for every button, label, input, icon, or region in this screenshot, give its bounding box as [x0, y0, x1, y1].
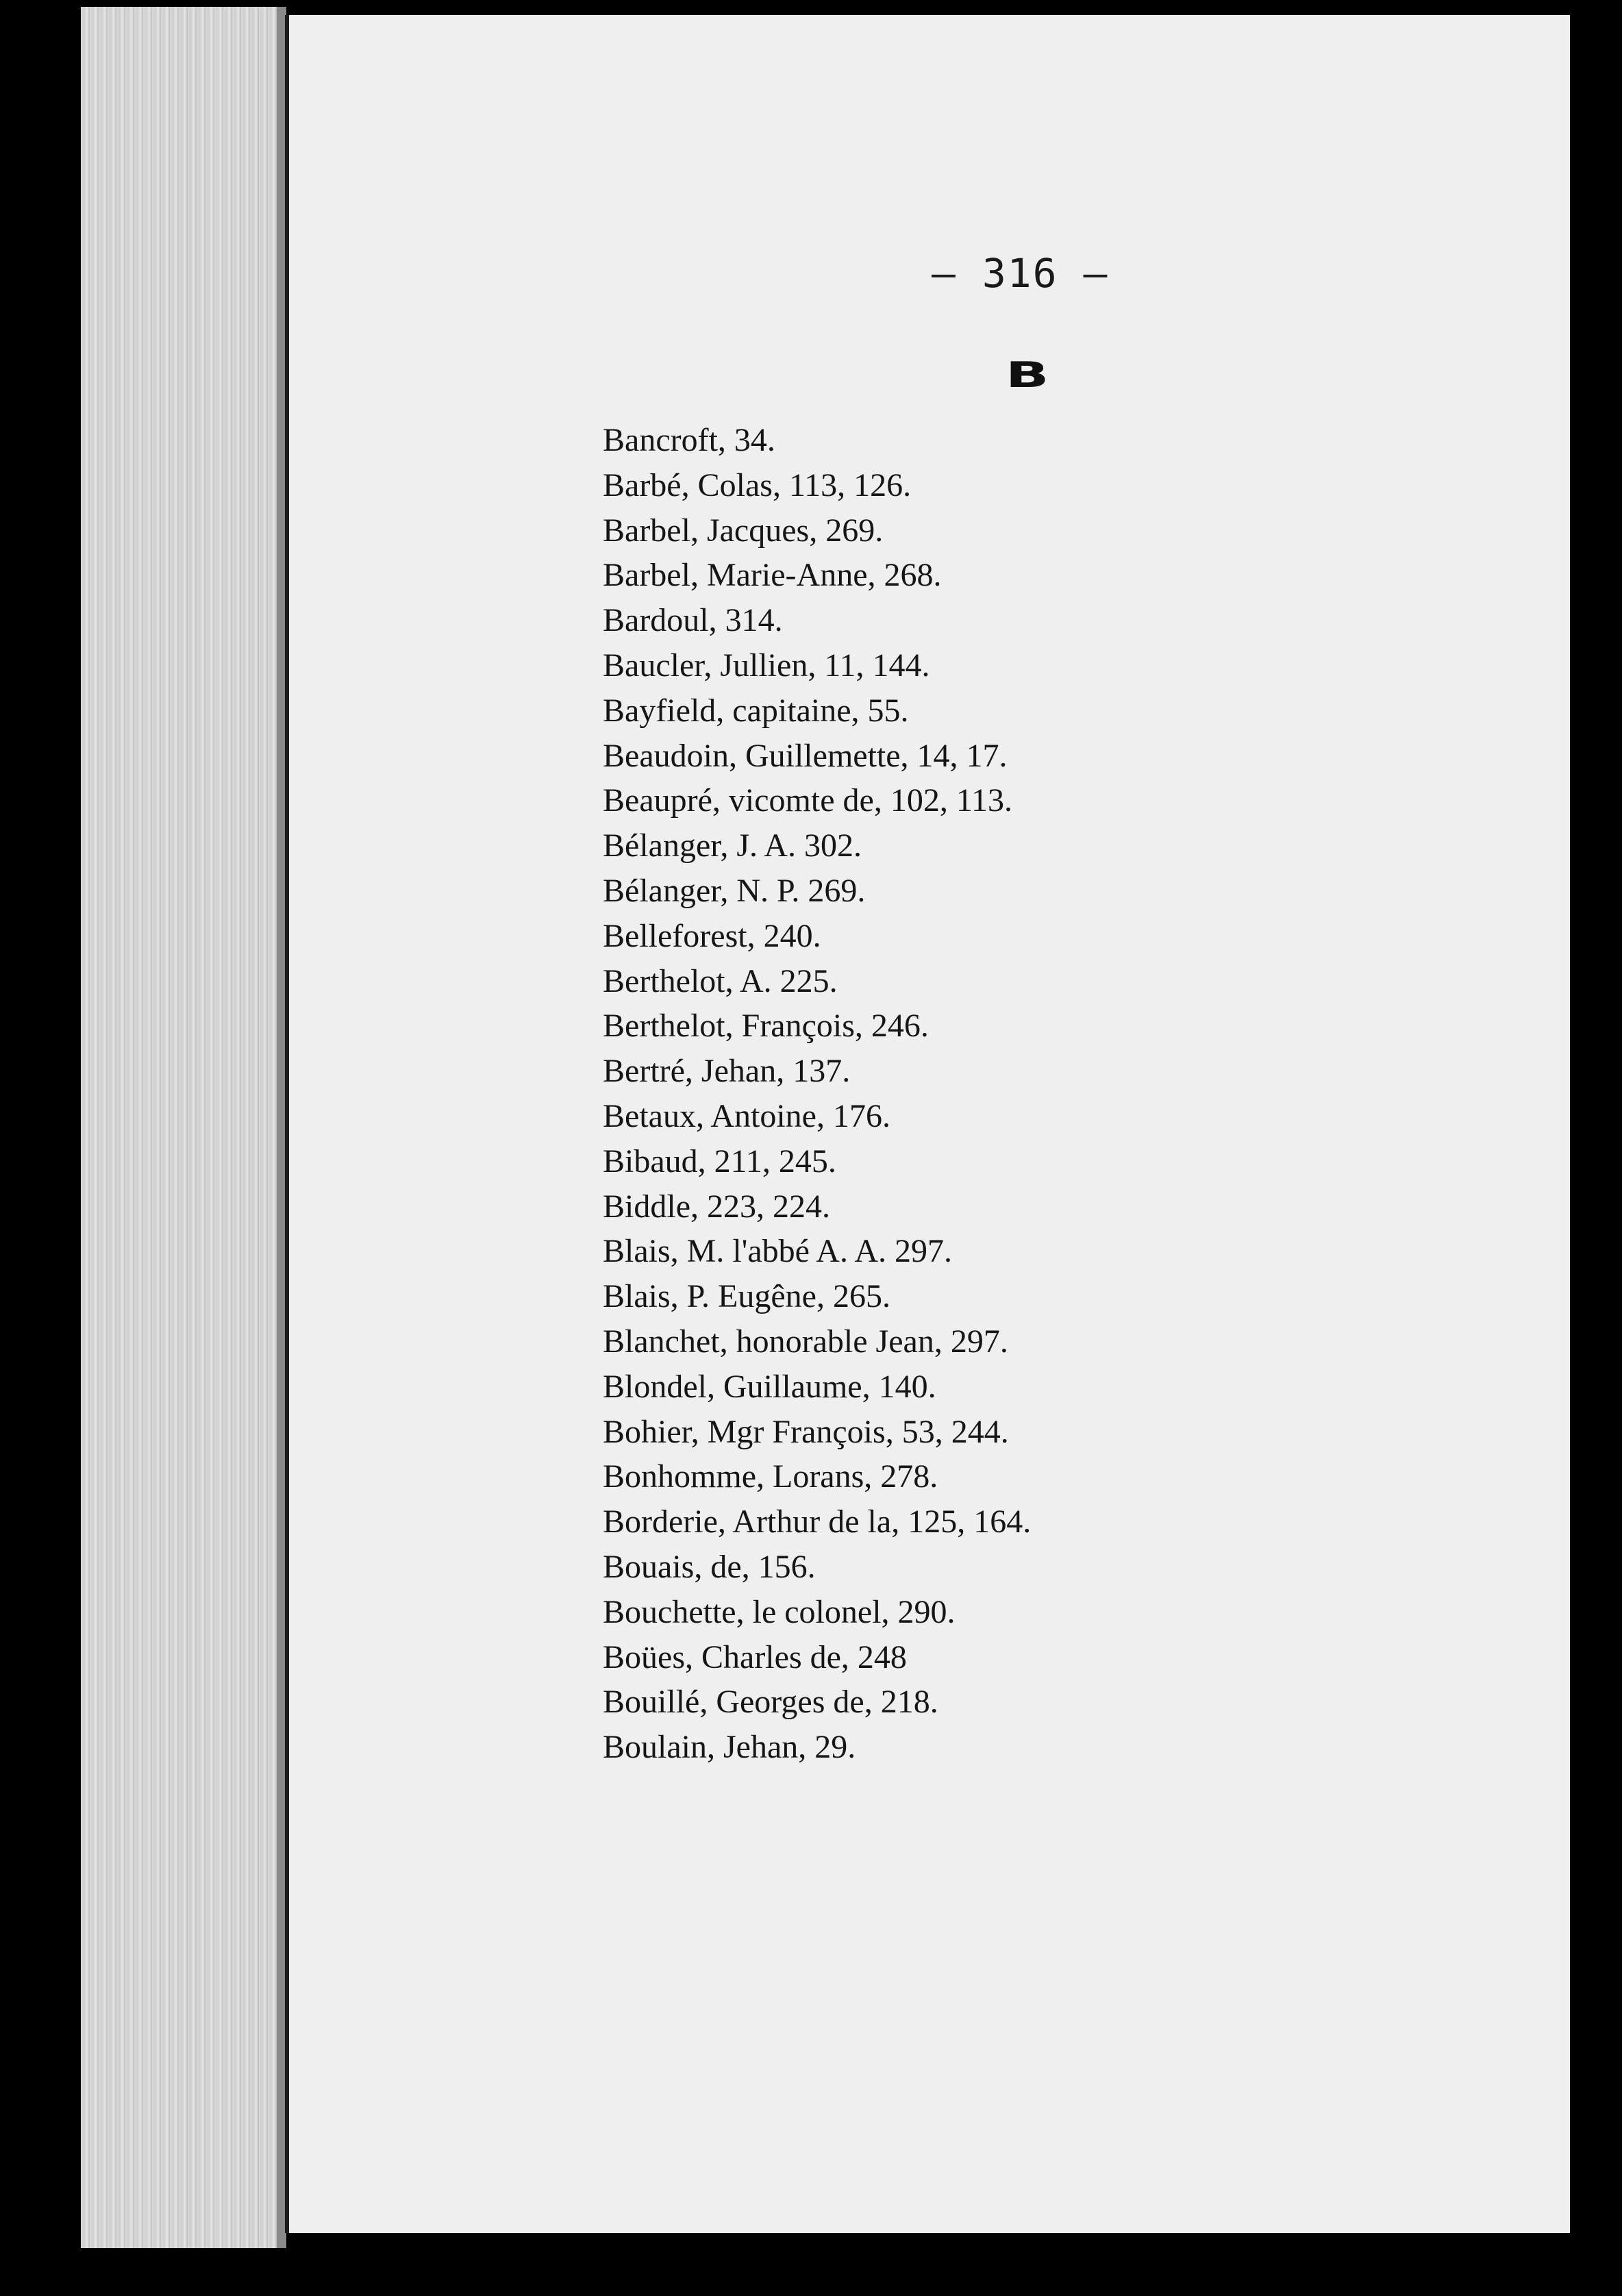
index-entry: Bouais, de, 156.: [603, 1548, 816, 1585]
index-entry: Bibaud, 211, 245.: [603, 1143, 836, 1180]
index-entry: Bélanger, N. P. 269.: [603, 872, 866, 909]
book-page-edges: [81, 7, 286, 2248]
index-entry: Biddle, 223, 224.: [603, 1188, 830, 1225]
index-entry: Berthelot, François, 246.: [603, 1008, 929, 1045]
index-entry: Bélanger, J. A. 302.: [603, 827, 862, 864]
index-entry: Blondel, Guillaume, 140.: [603, 1368, 936, 1405]
index-entry: Bouchette, le colonel, 290.: [603, 1593, 956, 1630]
index-entry: Barbé, Colas, 113, 126.: [603, 466, 912, 503]
index-entry: Boües, Charles de, 248: [603, 1638, 907, 1675]
index-entry: Bertré, Jehan, 137.: [603, 1053, 851, 1090]
index-entry: Blais, M. l'abbé A. A. 297.: [603, 1233, 952, 1270]
index-entry: Bancroft, 34.: [603, 422, 775, 458]
index-entry: Beaudoin, Guillemette, 14, 17.: [603, 737, 1008, 774]
index-entry: Berthelot, A. 225.: [603, 962, 838, 999]
index-entry: Blanchet, honorable Jean, 297.: [603, 1323, 1008, 1360]
index-entry-list: [603, 418, 1031, 1770]
index-entry: Bayfield, capitaine, 55.: [603, 692, 909, 729]
section-heading-letter: B: [1006, 355, 1049, 396]
index-entry: Betaux, Antoine, 176.: [603, 1097, 890, 1134]
scan-border: [1580, 0, 1622, 2296]
index-entry: Barbel, Marie-Anne, 268.: [603, 557, 942, 594]
index-entry: Borderie, Arthur de la, 125, 164.: [603, 1503, 1032, 1540]
index-entry: Bonhomme, Lorans, 278.: [603, 1458, 938, 1495]
index-entry: Baucler, Jullien, 11, 144.: [603, 647, 930, 684]
page-number: — 316 —: [932, 250, 1109, 297]
index-entry: Barbel, Jacques, 269.: [603, 512, 884, 549]
index-entry: Belleforest, 240.: [603, 917, 821, 954]
index-entry: Boulain, Jehan, 29.: [603, 1729, 856, 1766]
index-entry: Bardoul, 314.: [603, 602, 783, 639]
index-entry: Beaupré, vicomte de, 102, 113.: [603, 782, 1013, 819]
index-entry: Bohier, Mgr François, 53, 244.: [603, 1413, 1009, 1450]
index-entry: Blais, P. Eugêne, 265.: [603, 1278, 890, 1315]
index-entry: Bouillé, Georges de, 218.: [603, 1684, 938, 1721]
